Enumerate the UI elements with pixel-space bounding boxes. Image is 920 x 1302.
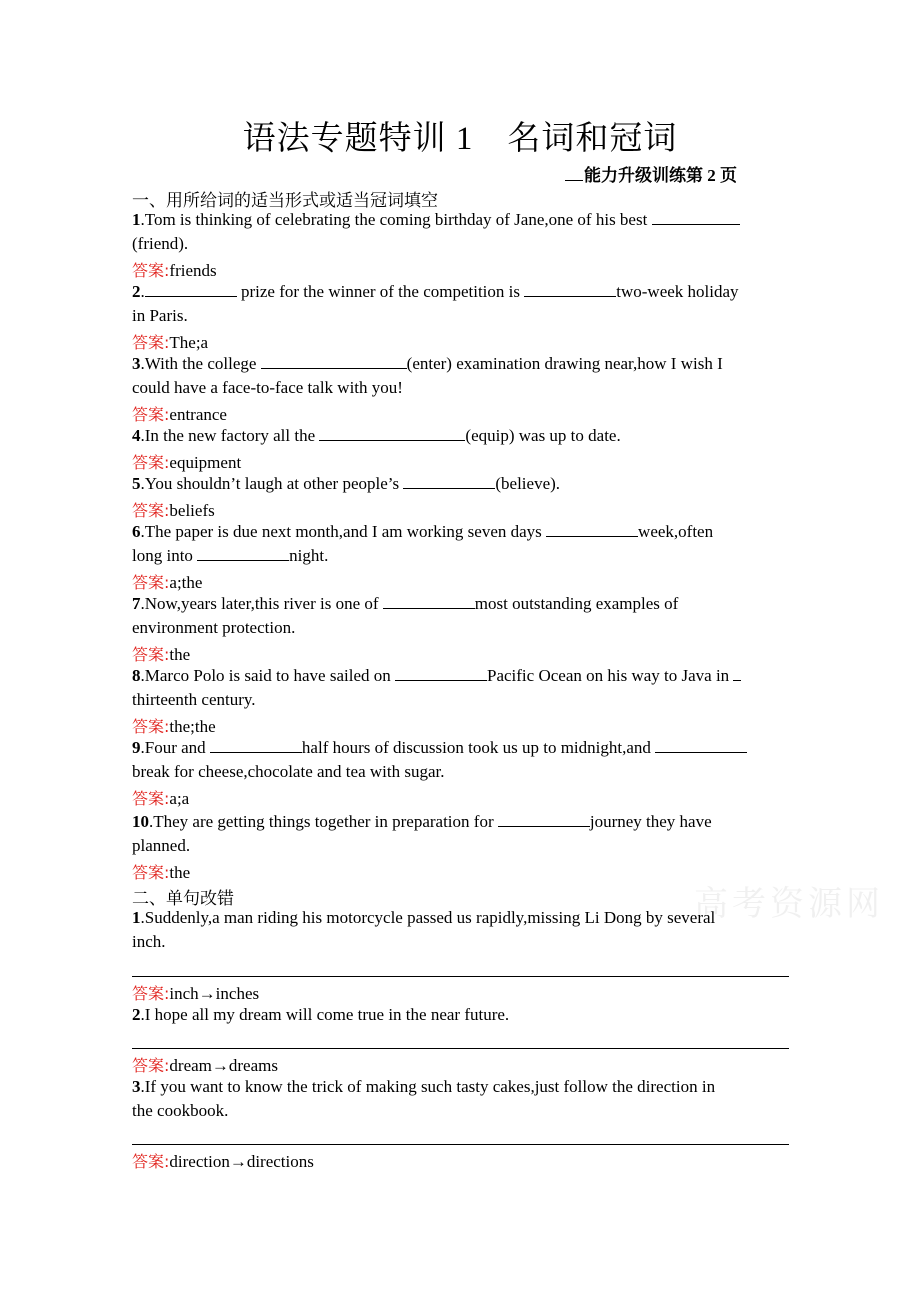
question-6-line-2: [132, 546, 328, 566]
answer-2: [132, 330, 208, 353]
answer-blank: [652, 210, 740, 225]
answer-blank: [145, 282, 237, 297]
answer-blank: [498, 812, 590, 827]
answer-value: The;a: [169, 333, 209, 352]
correction-answer-1: [132, 981, 259, 1004]
question-text: .Marco Polo is said to have sailed on: [140, 666, 395, 685]
answer-6: [132, 570, 202, 593]
question-3-line-2: could have a face-to-face talk with you!: [132, 378, 403, 397]
question-text: two-week holiday: [616, 282, 739, 301]
subtitle-text: 能力升级训练第 2 页: [584, 166, 737, 185]
correction-2-line-1: [132, 1005, 509, 1025]
question-10-line-2: planned.: [132, 836, 191, 855]
question-3-line-1: [132, 354, 723, 374]
answer-1: [132, 258, 217, 281]
answer-blank: [197, 546, 289, 561]
question-text: .: [140, 282, 145, 301]
question-number: 8: [132, 666, 141, 685]
answer-value: a;a: [169, 789, 190, 808]
subtitle-underline: [565, 166, 583, 181]
question-text: .You shouldn’t laugh at other people’s: [140, 474, 404, 493]
question-text: .Now,years later,this river is one of: [140, 594, 383, 613]
answer-blank: [210, 738, 302, 753]
answer-blank: [395, 666, 487, 681]
question-text: .If you want to know the trick of making such tasty cakes,just follow the direction in: [140, 1077, 716, 1096]
answer-label: 答案:: [132, 261, 170, 280]
correction-1-line-1: [132, 908, 715, 928]
answer-blank: [319, 426, 465, 441]
answer-value: the: [169, 645, 191, 664]
question-1-line-2: (friend).: [132, 234, 189, 253]
answer-value: friends: [169, 261, 217, 280]
answer-4: [132, 450, 241, 473]
question-text: .I hope all my dream will come true in the near future.: [140, 1005, 510, 1024]
question-10-line-1: [132, 812, 712, 832]
answer-blank: [655, 738, 747, 753]
answer-8: [132, 714, 216, 737]
answer-writing-line: [132, 1048, 789, 1049]
question-8-line-2: thirteenth century.: [132, 690, 256, 709]
question-1-line-1: [132, 210, 740, 230]
correction-answer-3: [132, 1149, 314, 1172]
correction-3-line-2: the cookbook.: [132, 1101, 229, 1120]
question-text: .In the new factory all the: [140, 426, 320, 445]
question-number: 4: [132, 426, 141, 445]
question-number: 1: [132, 908, 141, 927]
question-text: most outstanding examples of: [474, 594, 679, 613]
question-text: journey they have: [589, 812, 712, 831]
question-9-line-1: [132, 738, 747, 758]
correction-answer-2: [132, 1053, 278, 1076]
answer-label: 答案:: [132, 1152, 170, 1171]
question-text: .Tom is thinking of celebrating the coming birthday of Jane,one of his best: [140, 210, 652, 229]
answer-value: direction→directions: [169, 1152, 314, 1171]
answer-9: [132, 786, 189, 809]
answer-blank: [546, 522, 638, 537]
question-6-line-1: [132, 522, 713, 542]
question-text: (believe).: [495, 474, 561, 493]
answer-label: 答案:: [132, 573, 170, 592]
question-2-line-1: [132, 282, 739, 302]
question-text: (equip) was up to date.: [465, 426, 621, 445]
watermark: 高考资源网: [694, 884, 884, 924]
question-text: night.: [289, 546, 329, 565]
answer-label: 答案:: [132, 333, 170, 352]
correction-3-line-1: [132, 1077, 715, 1097]
question-number: 10: [132, 812, 149, 831]
answer-7: [132, 642, 190, 665]
answer-value: the: [169, 863, 191, 882]
question-5-line-1: [132, 474, 560, 494]
question-text: Pacific Ocean on his way to Java in: [487, 666, 734, 685]
question-number: 2: [132, 282, 141, 301]
question-text: prize for the winner of the competition is: [236, 282, 525, 301]
question-2-line-2: in Paris.: [132, 306, 188, 325]
question-7-line-1: [132, 594, 678, 614]
question-number: 3: [132, 354, 141, 373]
question-text: .Four and: [140, 738, 210, 757]
question-9-line-2: break for cheese,chocolate and tea with sugar.: [132, 762, 445, 781]
section2-heading: 二、单句改错: [132, 889, 234, 909]
question-number: 3: [132, 1077, 141, 1096]
answer-3: [132, 402, 227, 425]
question-7-line-2: environment protection.: [132, 618, 296, 637]
answer-blank: [261, 354, 407, 369]
page-title: 语法专题特训 1 名词和冠词: [242, 121, 678, 157]
answer-label: 答案:: [132, 405, 170, 424]
question-8-line-1: [132, 666, 741, 686]
answer-blank: [733, 666, 741, 681]
question-text: long into: [132, 546, 198, 565]
question-text: .With the college: [140, 354, 261, 373]
answer-value: the;the: [169, 717, 216, 736]
answer-label: 答案:: [132, 453, 170, 472]
page-subtitle: [565, 161, 737, 186]
answer-label: 答案:: [132, 789, 170, 808]
answer-value: equipment: [169, 453, 242, 472]
answer-blank: [383, 594, 475, 609]
question-number: 9: [132, 738, 141, 757]
question-number: 7: [132, 594, 141, 613]
answer-value: dream→dreams: [169, 1056, 278, 1075]
answer-label: 答案:: [132, 984, 170, 1003]
answer-label: 答案:: [132, 1056, 170, 1075]
answer-label: 答案:: [132, 863, 170, 882]
answer-value: beliefs: [169, 501, 215, 520]
answer-value: entrance: [169, 405, 227, 424]
answer-label: 答案:: [132, 501, 170, 520]
correction-1-line-2: inch.: [132, 932, 166, 951]
answer-value: inch→inches: [169, 984, 260, 1003]
answer-label: 答案:: [132, 645, 170, 664]
answer-label: 答案:: [132, 717, 170, 736]
answer-5: [132, 498, 215, 521]
question-text: week,often: [638, 522, 714, 541]
question-text: (enter) examination drawing near,how I wish I: [406, 354, 723, 373]
answer-writing-line: [132, 1144, 789, 1145]
question-number: 5: [132, 474, 141, 493]
question-number: 6: [132, 522, 141, 541]
question-text: .Suddenly,a man riding his motorcycle passed us rapidly,missing Li Dong by several: [140, 908, 716, 927]
question-number: 1: [132, 210, 141, 229]
question-text: .They are getting things together in preparation for: [149, 812, 498, 831]
answer-writing-line: [132, 976, 789, 977]
answer-value: a;the: [169, 573, 203, 592]
answer-blank: [524, 282, 616, 297]
answer-blank: [403, 474, 495, 489]
question-number: 2: [132, 1005, 141, 1024]
question-text: .The paper is due next month,and I am working seven days: [140, 522, 547, 541]
section1-heading: 一、用所给词的适当形式或适当冠词填空: [132, 191, 438, 211]
question-4-line-1: [132, 426, 621, 446]
answer-10: [132, 860, 190, 883]
question-text: half hours of discussion took us up to midnight,and: [301, 738, 656, 757]
